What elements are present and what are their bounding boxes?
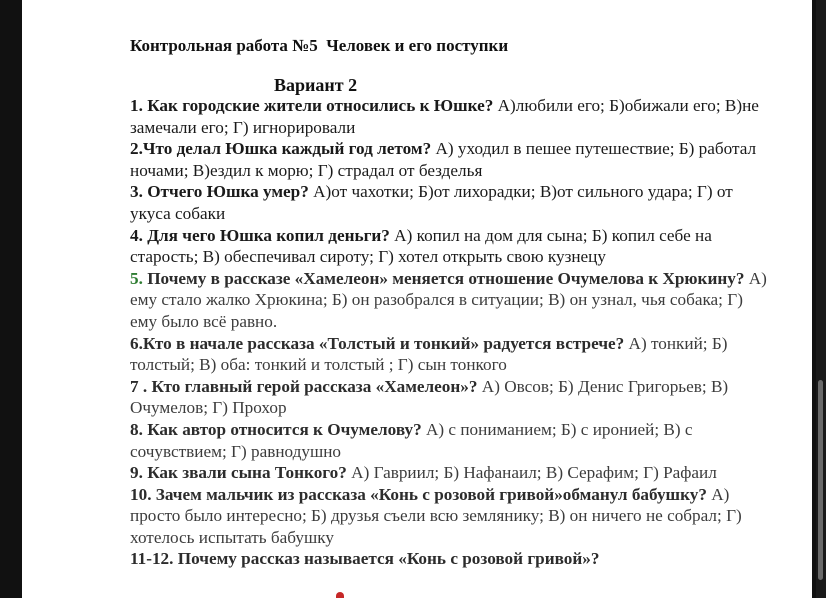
answer-options: А)от чахотки; Б)от лихорадки; В)от сильного удара; Г) от укуса собаки [130, 182, 733, 223]
answer-options: А) Гавриил; Б) Нафанаил; В) Серафим; Г) Рафаил [346, 463, 717, 483]
variant-heading: Вариант 2 [274, 75, 358, 95]
question-number: 5. [130, 268, 143, 288]
question-text: 10. Зачем мальчик из рассказа «Конь с розовой гривой»обманул бабушку? [130, 484, 707, 504]
question-list [130, 95, 770, 570]
question-text: Почему в рассказе «Хамелеон» меняется отношение Очумелова к Хрюкину? [142, 268, 745, 288]
question-text: 8. Как автор относится к Очумелову? [130, 419, 422, 439]
question-text: 7 . Кто главный герой рассказа «Хамелеон»? [130, 376, 478, 396]
question-3 [130, 181, 770, 224]
red-marker [336, 592, 344, 598]
scrollbar-track[interactable] [816, 0, 826, 598]
answer-options: А)любили его; Б)обижали его; В)не замечали его; Г) игнорировали [130, 96, 759, 137]
question-7 [130, 376, 770, 419]
question-9 [130, 462, 770, 484]
question-10 [130, 484, 770, 549]
question-text: 3. Отчего Юшка умер? [130, 182, 309, 202]
question-11-12 [130, 548, 770, 570]
question-text: 6.Кто в начале рассказа «Толстый и тонкий» радуется встрече? [130, 333, 625, 353]
answer-options: А) Овсов; Б) Денис Григорьев; В) Очумелов; Г) Прохор [130, 376, 729, 418]
answer-options: А) просто было интересно; Б) друзья съели всю землянику; В) он ничего не собрал; Г) хотелось испытать бабушку [130, 484, 742, 547]
answer-options: А) уходил в пешее путешествие; Б) работал ночами; В)ездил к морю; Г) страдал от безделья [130, 139, 757, 180]
answer-options: А) ему стало жалко Хрюкина; Б) он разобрался в ситуации; В) он узнал, чья собака; Г) ему было всё равно. [130, 268, 767, 331]
question-4 [130, 225, 770, 268]
question-text: 9. Как звали сына Тонкого? [130, 463, 347, 483]
answer-options: А) с пониманием; Б) с иронией; В) с сочувствием; Г) равнодушно [130, 419, 693, 461]
question-8 [130, 419, 770, 462]
scrollbar-thumb[interactable] [818, 380, 823, 580]
document-title: Контрольная работа №5 Человек и его поступки [130, 36, 509, 55]
question-6 [130, 333, 770, 376]
question-text: 1. Как городские жители относились к Юшке? [130, 96, 494, 115]
question-text: 4. Для чего Юшка копил деньги? [130, 225, 390, 245]
answer-options: А) копил на дом для сына; Б) копил себе на старость; В) обеспечивал сироту; Г) хотел открыть свою кузнецу [130, 225, 712, 267]
question-text: 2.Что делал Юшка каждый год летом? [130, 139, 432, 159]
question-text: 11-12. Почему рассказ называется «Конь с розовой гривой»? [130, 549, 600, 569]
answer-options: А) тонкий; Б) толстый; В) оба: тонкий и толстый ; Г) сын тонкого [130, 333, 728, 375]
question-1 [130, 95, 770, 138]
question-2 [130, 138, 770, 181]
question-5 [130, 268, 770, 333]
document-page [22, 0, 812, 598]
